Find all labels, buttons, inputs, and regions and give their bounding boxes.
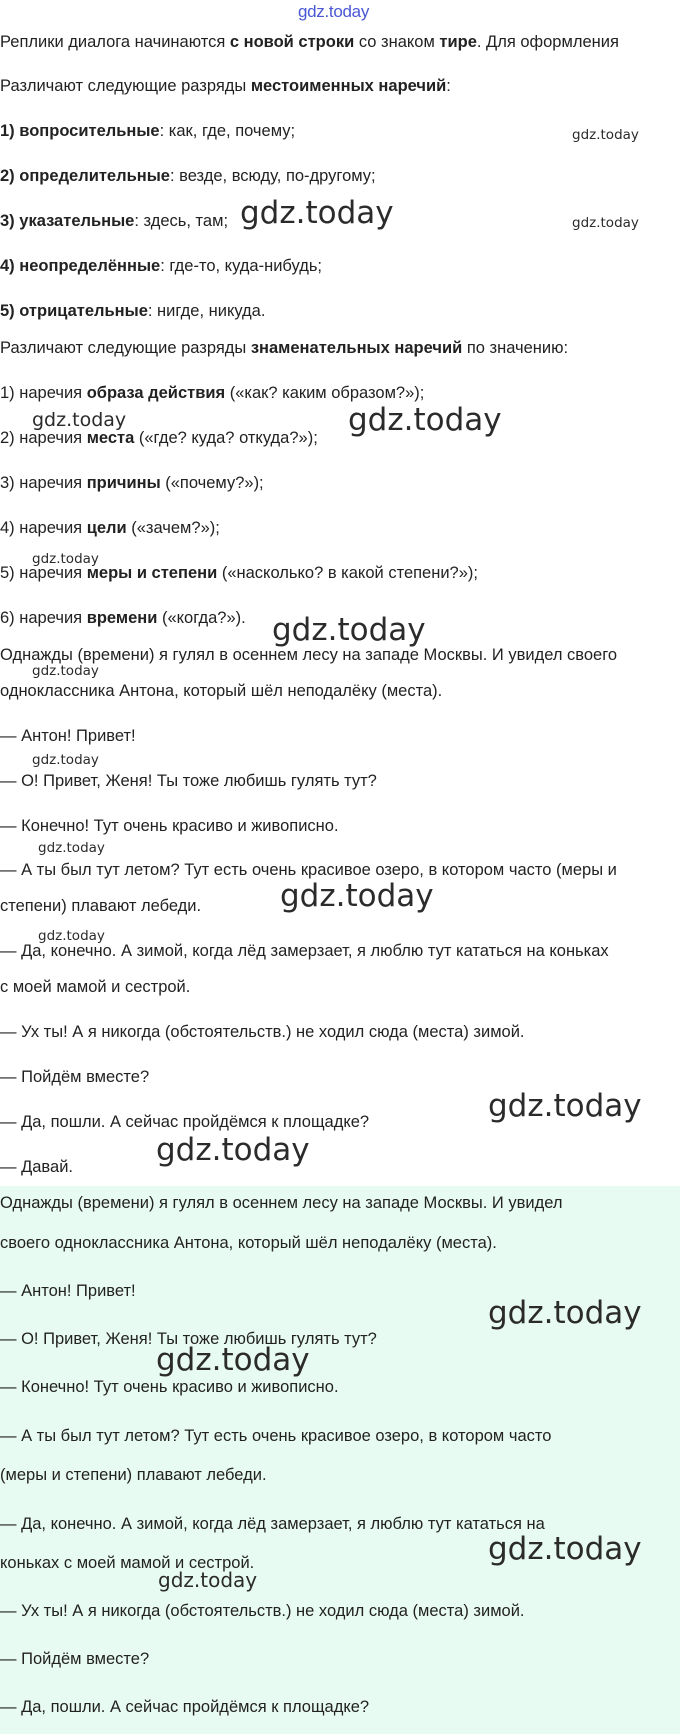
watermark: gdz.today <box>240 195 394 231</box>
pronominal-item: 2) определительные: везде, всюду, по-другому; <box>0 167 376 185</box>
story-line: — Пойдём вместе? <box>0 1068 150 1086</box>
story-line: — Конечно! Тут очень красиво и живописно. <box>0 817 339 835</box>
meaning-item: 3) наречия причины («почему?»); <box>0 474 264 492</box>
watermark: gdz.today <box>156 1342 310 1378</box>
story-line: Однажды (времени) я гулял в осеннем лесу на западе Москвы. И увидел своего <box>0 646 618 664</box>
watermark: gdz.today <box>38 928 105 944</box>
meaning-item: 6) наречия времени («когда?»). <box>0 609 246 627</box>
watermark: gdz.today <box>32 752 99 768</box>
watermark: gdz.today <box>488 1295 642 1331</box>
significant-adverbs-heading: Различают следующие разряды знаменательных наречий по значению: <box>0 339 569 357</box>
story-line: — Антон! Привет! <box>0 727 136 745</box>
story-line: — Да, пошли. А сейчас пройдёмся к площадке? <box>0 1113 370 1131</box>
watermark: gdz.today <box>488 1088 642 1124</box>
site-header-link[interactable]: gdz.today <box>298 2 370 21</box>
watermark: gdz.today <box>158 1568 258 1592</box>
meaning-item: 4) наречия цели («зачем?»); <box>0 519 220 537</box>
watermark: gdz.today <box>280 878 434 914</box>
answer-line: своего одноклассника Антона, который шёл неподалёку (места). <box>0 1234 497 1252</box>
story-line: — Да, конечно. А зимой, когда лёд замерзает, я люблю тут кататься на коньках <box>0 942 609 960</box>
story-line: с моей мамой и сестрой. <box>0 978 191 996</box>
watermark: gdz.today <box>32 663 99 679</box>
watermark: gdz.today <box>348 402 502 438</box>
watermark: gdz.today <box>32 551 99 567</box>
watermark: gdz.today <box>488 1531 642 1567</box>
answer-line: — Конечно! Тут очень красиво и живописно. <box>0 1378 339 1396</box>
watermark: gdz.today <box>156 1132 310 1168</box>
story-line: — Давай. <box>0 1158 73 1176</box>
watermark: gdz.today <box>272 612 426 648</box>
intro-dialogue-rule: Реплики диалога начинаются с новой строки со знаком тире. Для оформления <box>0 33 619 51</box>
meaning-item: 1) наречия образа действия («как? каким образом?»); <box>0 384 425 402</box>
story-line: — Ух ты! А я никогда (обстоятельств.) не ходил сюда (места) зимой. <box>0 1023 525 1041</box>
meaning-item: 5) наречия меры и степени («насколько? в какой степени?»); <box>0 564 478 582</box>
pronominal-adverbs-heading: Различают следующие разряды местоименных наречий: <box>0 77 451 95</box>
answer-line: — А ты был тут летом? Тут есть очень красивое озеро, в котором часто <box>0 1427 552 1445</box>
pronominal-item: 3) указательные: здесь, там; <box>0 212 229 230</box>
answer-line: — Да, пошли. А сейчас пройдёмся к площадке? <box>0 1698 370 1716</box>
watermark: gdz.today <box>572 127 639 143</box>
watermark: gdz.today <box>38 840 105 856</box>
answer-line: — Ух ты! А я никогда (обстоятельств.) не ходил сюда (места) зимой. <box>0 1602 525 1620</box>
story-line: — О! Привет, Женя! Ты тоже любишь гулять тут? <box>0 772 377 790</box>
answer-line: — О! Привет, Женя! Ты тоже любишь гулять тут? <box>0 1330 377 1348</box>
meaning-item: 2) наречия места («где? куда? откуда?»); <box>0 429 318 447</box>
pronominal-item: 1) вопросительные: как, где, почему; <box>0 122 296 140</box>
story-line: — А ты был тут летом? Тут есть очень красивое озеро, в котором часто (меры и <box>0 861 617 879</box>
pronominal-item: 5) отрицательные: нигде, никуда. <box>0 302 266 320</box>
answer-line: (меры и степени) плавают лебеди. <box>0 1466 267 1484</box>
answer-line: коньках с моей мамой и сестрой. <box>0 1554 255 1572</box>
story-line: одноклассника Антона, который шёл неподалёку (места). <box>0 682 443 700</box>
answer-line: — Пойдём вместе? <box>0 1650 150 1668</box>
answer-line: — Да, конечно. А зимой, когда лёд замерзает, я люблю тут кататься на <box>0 1515 545 1533</box>
watermark: gdz.today <box>572 215 639 231</box>
story-line: степени) плавают лебеди. <box>0 897 202 915</box>
answer-line: — Антон! Привет! <box>0 1282 136 1300</box>
watermark: gdz.today <box>32 409 127 431</box>
answer-line: Однажды (времени) я гулял в осеннем лесу на западе Москвы. И увидел <box>0 1194 563 1212</box>
pronominal-item: 4) неопределённые: где-то, куда-нибудь; <box>0 257 323 275</box>
